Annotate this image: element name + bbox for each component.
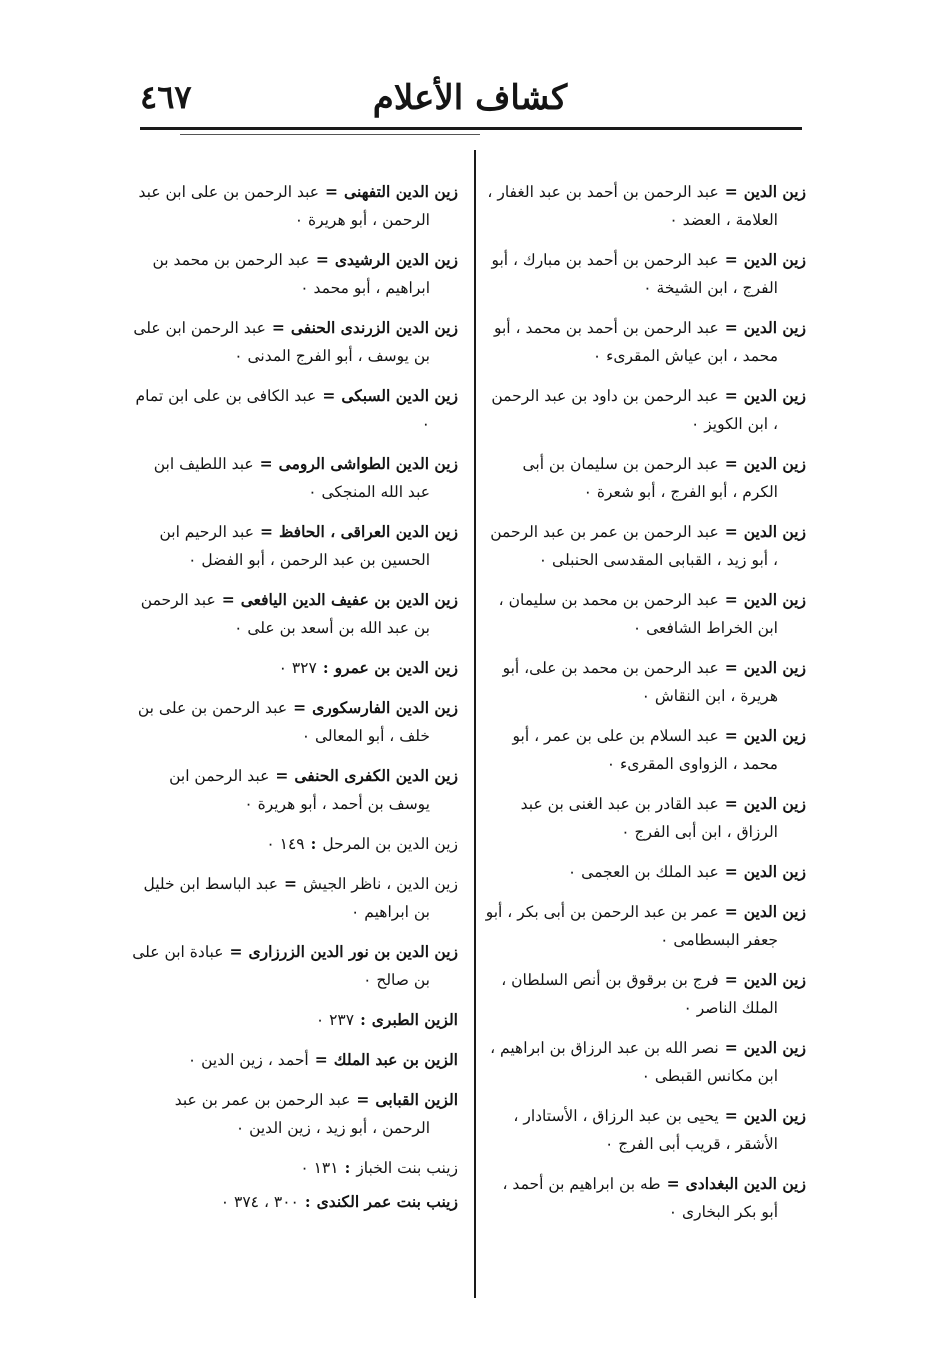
entry-separator: : <box>344 1158 351 1177</box>
entry-separator: = <box>724 522 738 541</box>
entry-headword: زينب بنت عمر الكندى <box>316 1192 458 1211</box>
entry-headword: الزين القبابى <box>375 1090 458 1109</box>
entry-headword: زين الدين <box>743 726 806 745</box>
entry-reference: عبد الرحمن بن أحمد بن محمد ، أبو محمد ، ابن عياش المقرىء ٠ <box>493 319 778 365</box>
entry-reference: عبد الرحمن بن أحمد بن مبارك ، أبو الفرج ، ابن الشيخة ٠ <box>491 251 778 297</box>
index-entry <box>484 722 806 778</box>
entry-separator: = <box>724 250 738 269</box>
entry-headword: زين الدين <box>743 970 806 989</box>
entry-headword: زين الدين <box>743 1106 806 1125</box>
entry-separator: = <box>221 590 235 609</box>
entry-headword: زين الدين <box>743 862 806 881</box>
entry-separator: = <box>325 182 339 201</box>
header-rule <box>140 127 802 130</box>
entry-reference: عبد السلام بن على بن عمر ، أبو محمد ، الزواوى المقرىء ٠ <box>512 727 778 773</box>
entry-separator: = <box>271 318 285 337</box>
entry-reference: عبد الملك بن العجمى ٠ <box>567 863 719 881</box>
entry-separator: = <box>724 658 738 677</box>
entry-separator: = <box>724 862 738 881</box>
entry-headword: زين الدين السبكى <box>341 386 458 405</box>
entry-headword: زين الدين <box>743 590 806 609</box>
entry-headword: الزين بن عبد الملك <box>333 1050 458 1069</box>
entry-reference: عبد القادر بن عبد الغنى بن عبد الرزاق ، ابن أبى الفرج ٠ <box>520 795 778 841</box>
entry-separator: : <box>360 1010 366 1029</box>
entry-separator: = <box>724 454 738 473</box>
entry-headword: زين الدين بن نور الدين الزرزارى <box>248 942 458 961</box>
entry-separator: = <box>724 182 738 201</box>
entry-reference: عبد الرحمن ابن على بن يوسف ، أبو الفرج المدنى ٠ <box>133 319 430 365</box>
entry-reference: فرج بن برقوق بن أنص السلطان ، الملك الناصر ٠ <box>501 971 778 1017</box>
entry-reference: ٣٢٧ ٠ <box>278 659 317 677</box>
entry-reference: عبد اللطيف ابن عبد الله المنجكى ٠ <box>153 455 430 501</box>
index-entry <box>484 1102 806 1158</box>
entry-reference: عبد الرحمن بن عمر بن عبد الرحمن ، أبو زيد ، زين الدين ٠ <box>174 1091 430 1137</box>
entry-reference: عبد الرحمن بن محمد بن سليمان ، ابن الخراط الشافعى ٠ <box>498 591 778 637</box>
entry-headword: زين الدين <box>743 794 806 813</box>
entry-headword: الزين الطبرى <box>371 1010 458 1029</box>
index-entry <box>484 586 806 642</box>
entry-reference: ١٣١ ٠ <box>300 1159 339 1177</box>
entry-reference: عبد الرحيم ابن الحسين بن عبد الرحمن ، أبو الفضل ٠ <box>159 523 430 569</box>
entry-headword: زين الدين <box>743 250 806 269</box>
entry-separator: = <box>724 590 738 609</box>
entry-headword: زين الدين الفارسكورى <box>312 698 458 717</box>
entry-headword: زين الدين <box>743 902 806 921</box>
index-entry <box>132 830 458 858</box>
index-entry <box>484 1034 806 1090</box>
entry-reference: عمر بن عبد الرحمن بن أبى بكر ، أبو جعفر البسطامى ٠ <box>485 903 778 949</box>
entry-reference: طه بن ابراهيم بن أحمد ، أبو بكر البخارى ٠ <box>502 1175 778 1221</box>
entry-separator: : <box>310 834 317 853</box>
entry-reference: عبد الباسط ابن خليل بن ابراهيم ٠ <box>143 875 430 921</box>
entry-separator: = <box>293 698 307 717</box>
index-entry <box>484 518 806 574</box>
entry-headword: زين الدين <box>743 1038 806 1057</box>
index-entry <box>132 1188 458 1216</box>
index-entry <box>484 966 806 1022</box>
entry-headword: زين الدين الكفرى الحنفى <box>294 766 458 785</box>
entry-separator: = <box>322 386 336 405</box>
entry-headword: زين الدين بن المرحل <box>322 835 458 853</box>
index-entry <box>132 1006 458 1034</box>
entry-separator: = <box>259 454 273 473</box>
page-title: كشاف الأعلام <box>372 78 568 118</box>
entry-reference: عبد الرحمن بن على ابن عبد الرحمن ، أبو هريرة ٠ <box>138 183 430 229</box>
entry-reference: عبد الرحمن ابن يوسف بن أحمد ، أبو هريرة ٠ <box>169 767 430 813</box>
index-entry <box>484 790 806 846</box>
index-entry <box>132 586 458 642</box>
entry-separator: = <box>275 766 289 785</box>
entry-separator: = <box>724 794 738 813</box>
entry-reference: عبد الرحمن بن عبد الله بن أسعد بن على ٠ <box>140 591 430 637</box>
entry-headword: زين الدين بن عفيف الدين اليافعى <box>240 590 458 609</box>
page-number: ٤٦٧ <box>140 78 192 116</box>
right-column <box>484 178 806 1238</box>
entry-reference: عبد الرحمن بن سليمان بن أبى الكرم ، أبو الفرج ، أبو شعرة ٠ <box>522 455 778 501</box>
entry-reference: عبد الرحمن بن محمد بن ابراهيم ، أبو محمد ٠ <box>152 251 430 297</box>
entry-reference: عبد الرحمن بن على بن خلف ، أبو المعالى ٠ <box>137 699 430 745</box>
index-entry <box>132 1086 458 1142</box>
index-entry <box>484 178 806 234</box>
entry-reference: نصر الله بن عبد الرزاق بن ابراهيم ، ابن مكانس القبطى ٠ <box>490 1039 778 1085</box>
index-entry <box>132 654 458 682</box>
index-entry <box>132 870 458 926</box>
entry-reference: يحيى بن عبد الرزاق ، الأستادار ، الأشقر ، قريب أبى الفرج ٠ <box>513 1107 778 1153</box>
entry-headword: زين الدين الرشيدى <box>334 250 458 269</box>
entry-separator: = <box>229 942 243 961</box>
index-entry <box>132 694 458 750</box>
entry-headword: زين الدين <box>743 658 806 677</box>
index-entry <box>132 382 458 438</box>
index-entry <box>484 314 806 370</box>
entry-headword: زين الدين <box>743 182 806 201</box>
entry-separator: = <box>724 970 738 989</box>
column-divider <box>474 150 476 1298</box>
index-entry <box>132 314 458 370</box>
entry-separator: = <box>259 522 273 541</box>
entry-headword: زين الدين <box>743 386 806 405</box>
entry-reference: عبد الرحمن بن محمد بن على، أبو هريرة ، ابن النقاش ٠ <box>502 659 778 705</box>
entry-headword: زين الدين <box>743 454 806 473</box>
entry-reference: عبد الرحمن بن أحمد بن عبد الغفار ، العلامة ، العضد ٠ <box>487 183 778 229</box>
entry-reference: ٢٣٧ ٠ <box>315 1011 355 1029</box>
entry-reference: ١٤٩ ٠ <box>266 835 305 853</box>
index-entry <box>484 858 806 886</box>
entry-reference: أحمد ، زين الدين ٠ <box>187 1051 309 1069</box>
index-entry <box>132 1154 458 1182</box>
entry-headword: زين الدين <box>743 318 806 337</box>
entry-reference: عبادة ابن على بن صالح ٠ <box>132 943 430 989</box>
index-entry <box>132 518 458 574</box>
entry-headword: زين الدين البغدادى <box>685 1174 806 1193</box>
entry-headword: زين الدين ، ناظر الجيش <box>303 875 458 893</box>
entry-separator: : <box>304 1192 311 1211</box>
left-column <box>132 178 458 1228</box>
entry-reference: ٣٠٠ ، ٣٧٤ ٠ <box>220 1193 299 1211</box>
entry-reference: عبد الرحمن بن داود بن عبد الرحمن ، ابن الكويز ٠ <box>491 387 778 433</box>
index-entry <box>132 762 458 818</box>
entry-separator: = <box>666 1174 680 1193</box>
entry-separator: = <box>724 726 738 745</box>
index-entry <box>484 382 806 438</box>
entry-separator: = <box>724 386 738 405</box>
index-entry <box>484 450 806 506</box>
index-entry <box>484 1170 806 1226</box>
entry-reference: عبد الكافى بن على ابن تمام ٠ <box>135 387 430 433</box>
entry-separator: = <box>724 1106 738 1125</box>
index-entry <box>132 938 458 994</box>
index-entry <box>484 898 806 954</box>
entry-headword: زين الدين <box>743 522 806 541</box>
entry-separator: = <box>314 1050 328 1069</box>
entry-separator: = <box>724 1038 738 1057</box>
index-entry <box>132 450 458 506</box>
entry-reference: عبد الرحمن بن عمر بن عبد الرحمن ، أبو زيد ، القبابى المقدسى الحنبلى ٠ <box>490 523 778 569</box>
entry-headword: زين الدين التفهنى <box>344 182 458 201</box>
header-rule-thin <box>180 134 480 135</box>
index-entry <box>132 1046 458 1074</box>
entry-headword: زينب بنت الخباز <box>356 1159 458 1177</box>
entry-headword: زين الدين الطواشى الرومى <box>278 454 458 473</box>
index-entry <box>132 178 458 234</box>
entry-headword: زين الدين الزرندى الحنفى <box>290 318 458 337</box>
entry-headword: زين الدين بن عمرو <box>334 658 458 677</box>
index-entry <box>484 246 806 302</box>
entry-separator: = <box>284 874 297 893</box>
entry-separator: : <box>322 658 329 677</box>
index-entry <box>484 654 806 710</box>
entry-separator: = <box>724 318 738 337</box>
entry-separator: = <box>315 250 329 269</box>
entry-headword: زين الدين العراقى ، الحافظ <box>278 522 458 541</box>
entry-separator: = <box>356 1090 370 1109</box>
entry-separator: = <box>724 902 738 921</box>
index-entry <box>132 246 458 302</box>
